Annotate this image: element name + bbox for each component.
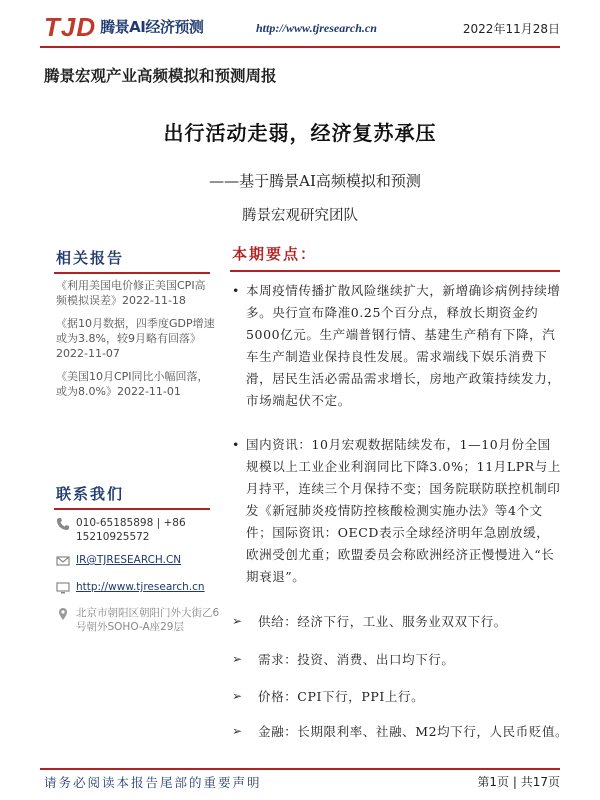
- footer-divider: [40, 768, 560, 770]
- related-report-item[interactable]: 《美国10月CPI同比小幅回落，或为8.0%》2022-11-01: [56, 370, 209, 398]
- page-header: [0, 0, 600, 58]
- page-number: 第1页 | 共17页: [477, 775, 560, 789]
- related-divider: [54, 272, 210, 274]
- key-point-item: [232, 650, 572, 668]
- key-point-bullet: [232, 280, 562, 412]
- related-report-item[interactable]: 《利用美国电价修正美国CPI高频模拟误差》2022-11-18: [56, 279, 206, 307]
- disclaimer-note: 请务必阅读本报告尾部的重要声明: [44, 775, 262, 790]
- phone-icon: [56, 517, 70, 531]
- key-points-heading: 本期要点：: [232, 245, 318, 263]
- arrow-icon: ➢: [232, 689, 243, 703]
- contact-address-row: [56, 606, 226, 634]
- email-icon: [56, 554, 70, 568]
- key-point-text: 本周疫情传播扩散风险继续扩大，新增确诊病例持续增多。央行宣布降准0.25个百分点，释放长期资金约5000亿元。生产端普钢行情、基建生产稍有下降，汽车生产制造业保持良性发展。需求端线下娱乐消费下滑，居民生活必需品需求增长，房地产政策持续发力，市场端起伏不定。: [246, 283, 561, 408]
- key-point-item: [232, 687, 572, 705]
- header-url[interactable]: http://www.tjresearch.cn: [256, 21, 377, 35]
- contact-phone: 010-65185898 | +86 15210925572: [76, 517, 186, 543]
- logo-letters: TJD: [44, 12, 97, 42]
- sub-title: ——基于腾景AI高频模拟和预测: [209, 172, 421, 190]
- key-point-item-text: 金融：长期限利率、社融、M2均下行，人民币贬值。: [258, 724, 569, 739]
- related-reports-list: [56, 278, 216, 407]
- contact-website-row: [56, 580, 226, 595]
- report-series-title: 腾景宏观产业高频模拟和预测周报: [44, 67, 277, 85]
- report-date: 2022年11月28日: [462, 22, 560, 36]
- key-point-item-text: 需求：投资、消费、出口均下行。: [258, 652, 455, 667]
- contact-website[interactable]: http://www.tjresearch.cn: [76, 581, 205, 593]
- bullet-dot-icon: •: [232, 283, 240, 298]
- related-report-item[interactable]: 《据10月数据，四季度GDP增速或为3.8%，较9月略有回落》2022-11-07: [56, 317, 215, 360]
- contact-email-row: [56, 553, 226, 568]
- related-reports-heading: 相关报告: [56, 249, 125, 267]
- team-name: 腾景宏观研究团队: [242, 208, 358, 224]
- header-divider: [40, 46, 560, 48]
- tjd-logo: [44, 12, 203, 42]
- contact-address: 北京市朝阳区朝阳门外大街乙6号朝外SOHO-A座29层: [76, 607, 220, 633]
- arrow-icon: ➢: [232, 724, 243, 738]
- contact-heading: 联系我们: [56, 485, 125, 503]
- key-point-text: 国内资讯：10月宏观数据陆续发布，1—10月份全国规模以上工业企业利润同比下降3.0%；11月LPR与上月持平，连续三个月保持不变；国务院联防联控机制印发《新冠肺炎疫情防控核酸检测实施办法》等4个文件；国际资讯：OECD表示全球经济明年急剧放缓，欧洲受创尤重；欧盟委员会称欧洲经济正慢慢进入“长期衰退”。: [246, 437, 561, 584]
- main-title: 出行活动走弱，经济复苏承压: [163, 121, 437, 145]
- contact-email[interactable]: IR@TJRESEARCH.CN: [76, 554, 182, 566]
- key-point-item-text: 供给：经济下行，工业、服务业双双下行。: [258, 614, 507, 629]
- key-point-bullet: [232, 434, 562, 588]
- key-point-item: [232, 722, 572, 740]
- key-point-item-text: 价格：CPI下行，PPI上行。: [258, 689, 425, 704]
- location-icon: [56, 607, 70, 621]
- contact-divider: [54, 508, 210, 510]
- contact-phone-row: [56, 516, 226, 544]
- key-points-divider: [230, 270, 560, 272]
- arrow-icon: ➢: [232, 614, 243, 628]
- key-point-item: [232, 612, 572, 630]
- logo-name: 腾景AI经济预测: [100, 18, 204, 36]
- bullet-dot-icon: •: [232, 437, 240, 452]
- arrow-icon: ➢: [232, 652, 243, 666]
- monitor-icon: [56, 581, 70, 595]
